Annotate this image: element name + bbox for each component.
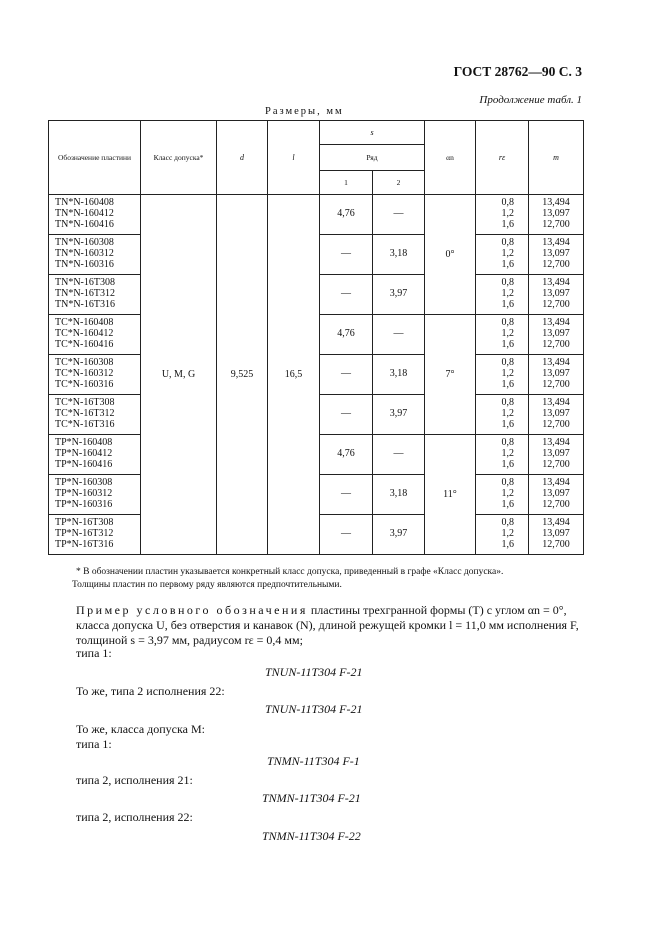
radius-cell — [476, 515, 529, 555]
s-row2-cell: — — [373, 435, 425, 475]
m-value: 12,700 — [542, 538, 570, 550]
s-row2-cell: 3,97 — [373, 275, 425, 315]
radius-value: 1,6 — [501, 258, 514, 270]
designation-line: TC*N-160412 — [55, 328, 114, 340]
example-paragraph — [76, 603, 596, 648]
designation-line: TP*N-160408 — [55, 437, 113, 449]
radius-value: 1,6 — [501, 378, 514, 390]
example-code-5: TNMN-11T304 F-21 — [262, 791, 361, 805]
m-value: 13,097 — [542, 488, 570, 500]
radius-cell — [476, 435, 529, 475]
radius-value: 1,6 — [501, 498, 514, 510]
m-value: 13,494 — [542, 277, 570, 289]
s-row1-cell: 4,76 — [320, 315, 373, 355]
designation-cell — [49, 235, 141, 275]
designation-line: TN*N-160408 — [55, 197, 114, 209]
radius-cell — [476, 315, 529, 355]
s-row2-cell: — — [373, 315, 425, 355]
radius-value: 0,8 — [501, 317, 514, 329]
m-value: 13,097 — [542, 248, 570, 260]
radius-value: 0,8 — [501, 237, 514, 249]
radius-value: 1,2 — [501, 408, 514, 420]
m-value: 13,097 — [542, 288, 570, 300]
designation-line: TN*N-160308 — [55, 237, 114, 249]
m-value: 12,700 — [542, 418, 570, 430]
radius-cell — [476, 235, 529, 275]
designation-cell — [49, 195, 141, 235]
m-value: 13,494 — [542, 397, 570, 409]
header-r: rε — [476, 121, 529, 195]
header-row-2: 2 — [373, 171, 425, 195]
designation-line: TN*N-160312 — [55, 248, 114, 260]
s-row2-cell: 3,18 — [373, 235, 425, 275]
example-code-6: TNMN-11T304 F-22 — [262, 829, 361, 843]
designation-line: TC*N-16T312 — [55, 408, 115, 420]
designation-line: TN*N-16T308 — [55, 277, 115, 289]
m-value: 12,700 — [542, 218, 570, 230]
radius-value: 1,2 — [501, 328, 514, 340]
radius-value: 1,6 — [501, 338, 514, 350]
s-row1-cell: — — [320, 515, 373, 555]
m-cell — [529, 435, 584, 475]
radius-value: 1,6 — [501, 418, 514, 430]
radius-value: 0,8 — [501, 197, 514, 209]
s-row2-cell: 3,97 — [373, 515, 425, 555]
designation-line: TN*N-160316 — [55, 258, 114, 270]
designation-line: TP*N-16T312 — [55, 528, 114, 540]
m-value: 13,097 — [542, 208, 570, 220]
example-text-2: класса допуска U, без отверстия и канавок (N), длиной режущей кромки l = 11,0 мм исполнения F, — [76, 618, 579, 632]
header-s: s — [320, 121, 425, 145]
page-title: ГОСТ 28762—90 С. 3 — [453, 64, 582, 79]
m-cell — [529, 515, 584, 555]
m-value: 13,494 — [542, 437, 570, 449]
designation-line: TN*N-160416 — [55, 218, 114, 230]
designation-line: TP*N-160316 — [55, 498, 113, 510]
designation-line: TN*N-16T316 — [55, 298, 115, 310]
m-value: 13,097 — [542, 528, 570, 540]
radius-value: 1,6 — [501, 458, 514, 470]
footnote-line-1: * В обозначении пластин указывается конкретный класс допуска, приведенный в графе «Класс допуска». — [76, 567, 504, 577]
example-label-4: типа 1: — [76, 737, 112, 751]
m-cell — [529, 195, 584, 235]
radius-value: 0,8 — [501, 477, 514, 489]
m-cell — [529, 275, 584, 315]
radius-value: 1,2 — [501, 208, 514, 220]
radius-cell — [476, 475, 529, 515]
designation-line: TC*N-160316 — [55, 378, 114, 390]
m-value: 13,494 — [542, 477, 570, 489]
designation-line: TC*N-160408 — [55, 317, 114, 329]
table-row — [49, 195, 584, 235]
s-row1-cell: — — [320, 275, 373, 315]
example-label-2: То же, типа 2 исполнения 22: — [76, 684, 225, 698]
radius-value: 1,2 — [501, 288, 514, 300]
header-d: d — [217, 121, 268, 195]
designation-cell — [49, 275, 141, 315]
radius-cell — [476, 395, 529, 435]
m-value: 12,700 — [542, 458, 570, 470]
m-value: 13,494 — [542, 517, 570, 529]
radius-cell — [476, 355, 529, 395]
m-value: 13,097 — [542, 408, 570, 420]
m-cell — [529, 235, 584, 275]
designation-line: TC*N-160416 — [55, 338, 114, 350]
example-label-1: типа 1: — [76, 646, 112, 660]
radius-cell — [476, 275, 529, 315]
designation-line: TP*N-16T308 — [55, 517, 114, 529]
footnote — [72, 566, 596, 591]
d-cell: 9,525 — [217, 195, 268, 555]
s-row2-cell: 3,18 — [373, 355, 425, 395]
m-value: 13,494 — [542, 197, 570, 209]
footnote-line-2: Толщины пластин по первому ряду являются предпочтительными. — [72, 579, 342, 590]
example-text-1: пластины трехгранной формы (T) с углом αn = 0°, — [307, 603, 567, 617]
m-value: 12,700 — [542, 338, 570, 350]
radius-value: 0,8 — [501, 517, 514, 529]
s-row1-cell: — — [320, 475, 373, 515]
m-cell — [529, 395, 584, 435]
designation-line: TC*N-160312 — [55, 368, 114, 380]
s-row1-cell: 4,76 — [320, 435, 373, 475]
radius-value: 1,6 — [501, 298, 514, 310]
m-value: 13,494 — [542, 317, 570, 329]
radius-value: 0,8 — [501, 437, 514, 449]
radius-value: 1,2 — [501, 528, 514, 540]
m-value: 12,700 — [542, 298, 570, 310]
designation-line: TP*N-160416 — [55, 458, 113, 470]
angle-cell: 0° — [425, 195, 476, 315]
designation-line: TN*N-160412 — [55, 208, 114, 220]
radius-value: 0,8 — [501, 357, 514, 369]
m-cell — [529, 475, 584, 515]
designation-line: TP*N-16T316 — [55, 538, 114, 550]
radius-value: 1,2 — [501, 248, 514, 260]
dimensions-table — [48, 120, 584, 555]
header-l: l — [268, 121, 320, 195]
radius-value: 1,2 — [501, 488, 514, 500]
designation-cell — [49, 435, 141, 475]
m-cell — [529, 355, 584, 395]
m-value: 12,700 — [542, 258, 570, 270]
header-m: m — [529, 121, 584, 195]
designation-line: TP*N-160312 — [55, 488, 113, 500]
header-row: Ряд — [320, 145, 425, 171]
s-row2-cell: 3,18 — [373, 475, 425, 515]
designation-line: TC*N-16T308 — [55, 397, 115, 409]
designation-cell — [49, 355, 141, 395]
designation-cell — [49, 395, 141, 435]
radius-value: 1,6 — [501, 218, 514, 230]
l-cell: 16,5 — [268, 195, 320, 555]
m-value: 13,097 — [542, 328, 570, 340]
angle-cell: 11° — [425, 435, 476, 555]
example-code-2: TNUN-11T304 F-21 — [265, 702, 363, 716]
m-value: 13,097 — [542, 448, 570, 460]
designation-line: TC*N-16T316 — [55, 418, 115, 430]
radius-value: 1,2 — [501, 368, 514, 380]
m-value: 13,097 — [542, 368, 570, 380]
m-value: 13,494 — [542, 237, 570, 249]
example-code-1: TNUN-11T304 F-21 — [265, 665, 363, 679]
header-alpha: αn — [425, 121, 476, 195]
header-designation: Обозначение пластини — [49, 121, 141, 195]
designation-line: TP*N-160412 — [55, 448, 113, 460]
s-row1-cell: — — [320, 235, 373, 275]
s-row1-cell: — — [320, 355, 373, 395]
radius-value: 1,6 — [501, 538, 514, 550]
table-continuation-label: Продолжение табл. 1 — [479, 94, 582, 106]
example-lead: Пример условного обозначения — [76, 603, 308, 617]
example-label-5: типа 2, исполнения 21: — [76, 773, 193, 787]
designation-line: TN*N-16T312 — [55, 288, 115, 300]
designation-line: TP*N-160308 — [55, 477, 113, 489]
header-row-1: 1 — [320, 171, 373, 195]
header-tolerance: Класс допуска* — [141, 121, 217, 195]
example-text-3: толщиной s = 3,97 мм, радиусом rε = 0,4 мм; — [76, 633, 303, 647]
designation-cell — [49, 475, 141, 515]
s-row2-cell: — — [373, 195, 425, 235]
example-label-6: типа 2, исполнения 22: — [76, 810, 193, 824]
radius-value: 0,8 — [501, 277, 514, 289]
radius-value: 1,2 — [501, 448, 514, 460]
m-cell — [529, 315, 584, 355]
m-value: 12,700 — [542, 378, 570, 390]
sizes-label: Размеры, мм — [265, 106, 344, 117]
designation-cell — [49, 315, 141, 355]
m-value: 12,700 — [542, 498, 570, 510]
tolerance-cell: U, M, G — [141, 195, 217, 555]
example-label-3: То же, класса допуска М: — [76, 722, 205, 736]
m-value: 13,494 — [542, 357, 570, 369]
s-row1-cell: — — [320, 395, 373, 435]
s-row1-cell: 4,76 — [320, 195, 373, 235]
angle-cell: 7° — [425, 315, 476, 435]
radius-cell — [476, 195, 529, 235]
example-code-4: TNMN-11T304 F-1 — [267, 754, 360, 768]
radius-value: 0,8 — [501, 397, 514, 409]
designation-cell — [49, 515, 141, 555]
s-row2-cell: 3,97 — [373, 395, 425, 435]
designation-line: TC*N-160308 — [55, 357, 114, 369]
